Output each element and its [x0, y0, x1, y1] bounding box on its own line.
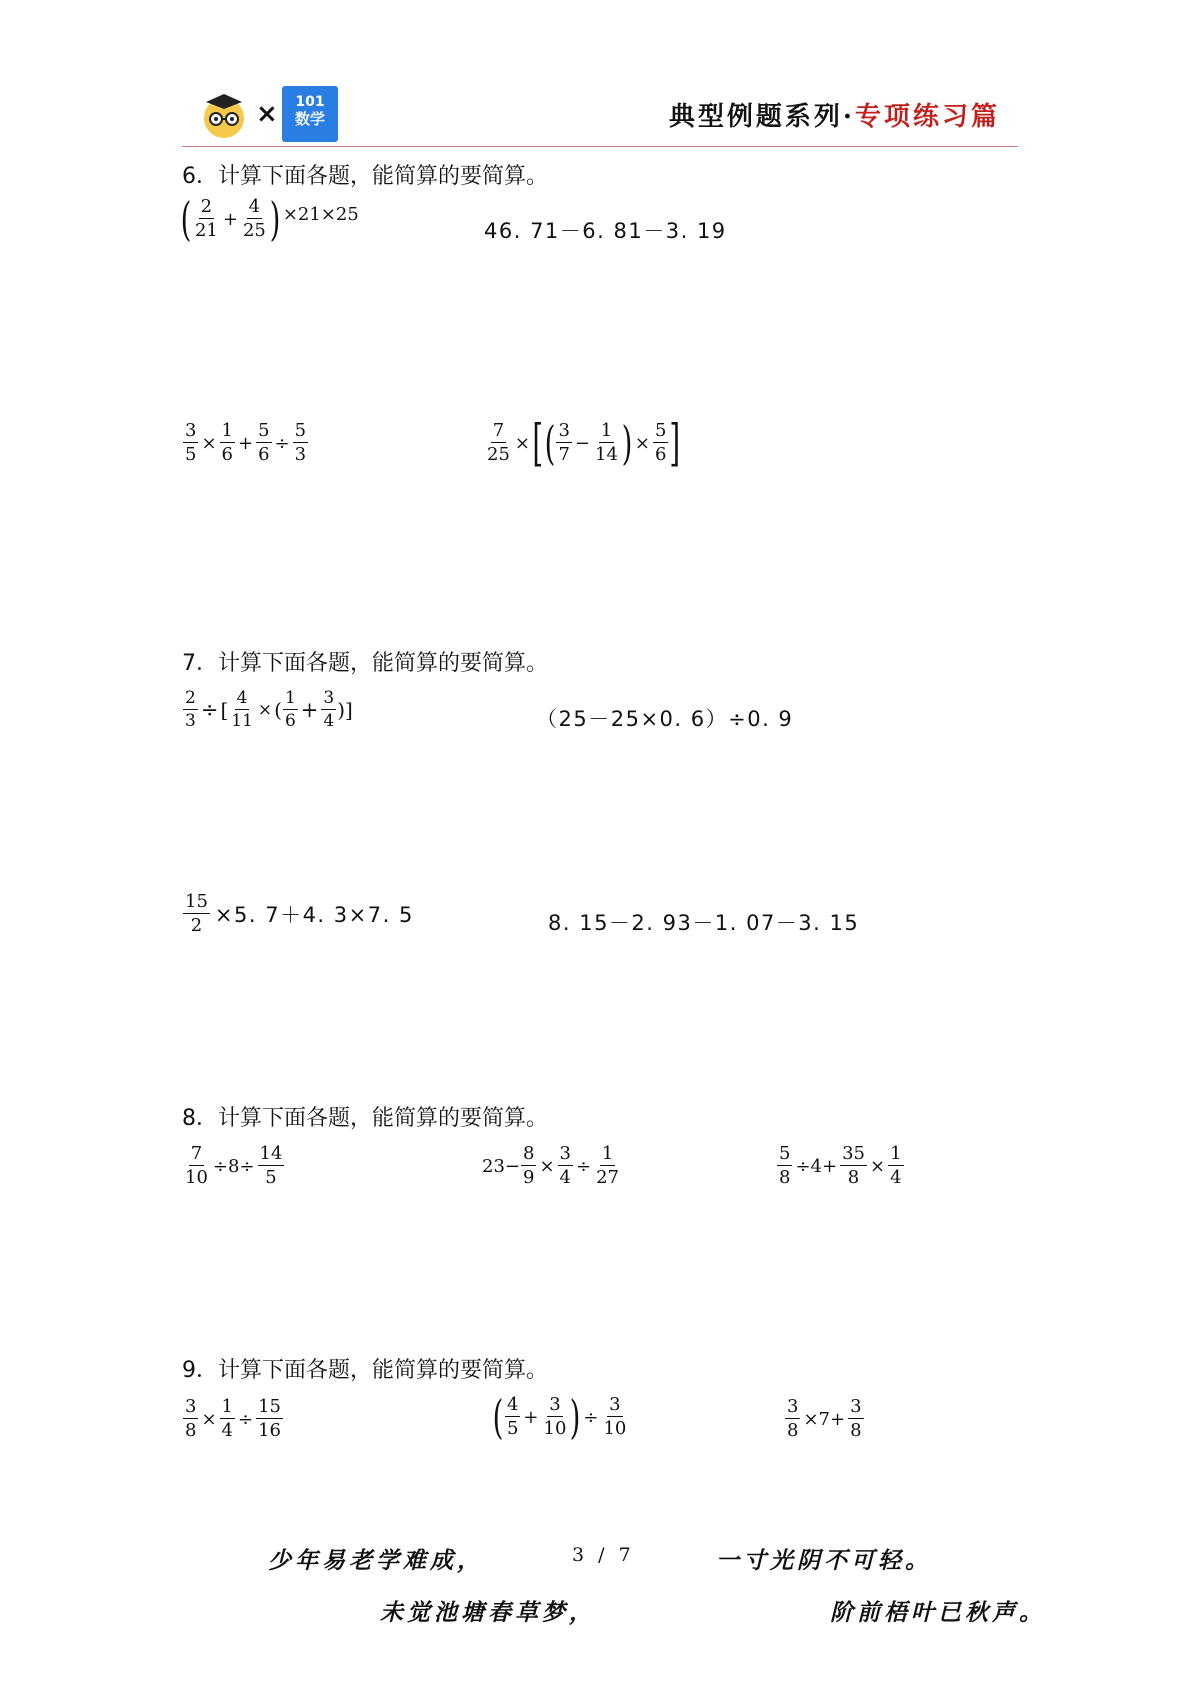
- fraction: $\frac{1}{6}$: [284, 688, 296, 731]
- fraction: $\frac{1}{4}$: [221, 1396, 233, 1441]
- logo-101-line1: 101: [295, 94, 325, 110]
- fraction: $\frac{35}{8}$: [842, 1143, 865, 1188]
- fraction: $\frac{7}{10}$: [185, 1143, 208, 1188]
- logo-101-math: [282, 86, 338, 142]
- q6-expr-b: 46. 71－6. 81－3. 19: [484, 219, 727, 243]
- fraction: $\frac{3}{4}$: [323, 688, 335, 731]
- poem-line1-left: 少年易老学难成，: [268, 1547, 484, 1574]
- q7-expr-a: $\frac{2}{3}$ ÷ [ $\frac{4}{11}$ × ( $\frac{1}{6}$ + $\frac{3}{4}$ ) ]: [185, 688, 353, 731]
- q9-heading: 9．计算下面各题，能简算的要简算。: [182, 1358, 548, 1383]
- q6-expr-d: $\frac{7}{25}$ × [ ( $\frac{3}{7}$ − $\frac{1}{14}$ ) × $\frac{5}{6}$ ]: [487, 414, 681, 472]
- q7-heading: 7．计算下面各题，能简算的要简算。: [182, 651, 548, 676]
- fraction: $\frac{3}{5}$: [185, 420, 197, 465]
- q7-expr-b: （25－25×0. 6）÷0. 9: [536, 707, 794, 731]
- logo-101-line2: 数学: [294, 110, 325, 128]
- q9-expr-b: ( $\frac{4}{5}$ + $\frac{3}{10}$ ) ÷ $\frac{3}{10}$: [492, 1390, 627, 1444]
- fraction: $\frac{5}{6}$: [654, 420, 667, 465]
- fraction: $\frac{2}{3}$: [185, 688, 196, 731]
- fraction: $\frac{1}{6}$: [221, 420, 233, 465]
- series-title-sub: 专项练习篇: [854, 102, 1000, 132]
- fraction: $\frac{15}{2}$: [185, 891, 208, 936]
- q8-expr-a: $\frac{7}{10}$ ÷8÷ $\frac{14}{5}$: [185, 1143, 283, 1188]
- fraction: $\frac{5}{6}$: [258, 420, 270, 465]
- header-rule: [182, 146, 1018, 147]
- poem-line2-left: 未觉池塘春草梦，: [380, 1599, 596, 1626]
- q7-expr-c-tail: ×5. 7＋4. 3×7. 5: [214, 903, 414, 927]
- fraction: $\frac{4}{11}$: [231, 688, 253, 731]
- fraction: $\frac{1}{14}$: [595, 420, 618, 465]
- q8-expr-c: $\frac{5}{8}$ ÷4+ $\frac{35}{8}$ × $\frac{1}{4}$: [779, 1143, 902, 1188]
- q6-heading: 6．计算下面各题，能简算的要简算。: [182, 164, 548, 189]
- q6-expr-a: ( $\frac{2}{21}$ + $\frac{4}{25}$ ) ×21×25: [180, 192, 359, 246]
- times-sign: ×: [256, 99, 278, 129]
- fraction: $\frac{3}{8}$: [787, 1396, 799, 1441]
- fraction: $\frac{3}{10}$: [543, 1394, 567, 1439]
- fraction: $\frac{7}{25}$: [487, 420, 510, 465]
- fraction: $\frac{1}{27}$: [596, 1143, 619, 1188]
- q6-expr-c: $\frac{3}{5}$ × $\frac{1}{6}$ + $\frac{5}{6}$ ÷ $\frac{5}{3}$: [185, 420, 307, 465]
- q6-expr-a-tail: ×21×25: [282, 203, 359, 225]
- poem-line1-right: 一寸光阴不可轻。: [716, 1547, 932, 1574]
- fraction: $\frac{3}{7}$: [558, 420, 570, 465]
- q9-expr-c: $\frac{3}{8}$ ×7+ $\frac{3}{8}$: [787, 1396, 862, 1441]
- fraction: $\frac{15}{16}$: [258, 1396, 281, 1441]
- fraction: $\frac{1}{4}$: [890, 1143, 902, 1188]
- fraction: $\frac{2}{21}$: [194, 196, 218, 241]
- owl-logo: [198, 88, 250, 140]
- fraction: $\frac{5}{8}$: [779, 1143, 791, 1188]
- q7-expr-c: [182, 893, 414, 935]
- fraction: $\frac{3}{4}$: [559, 1143, 571, 1188]
- fraction: $\frac{3}{8}$: [185, 1396, 197, 1441]
- series-title: [669, 96, 1000, 133]
- page-number: 3 / 7: [572, 1544, 635, 1566]
- q9-expr-a: $\frac{3}{8}$ × $\frac{1}{4}$ ÷ $\frac{15}{16}$: [185, 1396, 281, 1441]
- owl-logo-icon: [198, 88, 250, 140]
- series-title-main: 典型例题系列·: [668, 102, 855, 132]
- q8-expr-b: 23− $\frac{8}{9}$ × $\frac{3}{4}$ ÷ $\frac{1}{27}$: [482, 1143, 619, 1188]
- fraction: $\frac{4}{5}$: [506, 1394, 519, 1439]
- q8-heading: 8．计算下面各题，能简算的要简算。: [182, 1106, 548, 1131]
- fraction: $\frac{3}{10}$: [603, 1394, 627, 1439]
- fraction: $\frac{3}{8}$: [850, 1396, 862, 1441]
- fraction: $\frac{8}{9}$: [523, 1143, 535, 1188]
- poem-line2-right: 阶前梧叶已秋声。: [830, 1599, 1046, 1626]
- fraction: $\frac{5}{3}$: [294, 420, 307, 465]
- q7-expr-d: 8. 15－2. 93－1. 07－3. 15: [548, 911, 860, 935]
- fraction: $\frac{4}{25}$: [242, 196, 266, 241]
- fraction: $\frac{14}{5}$: [259, 1143, 283, 1188]
